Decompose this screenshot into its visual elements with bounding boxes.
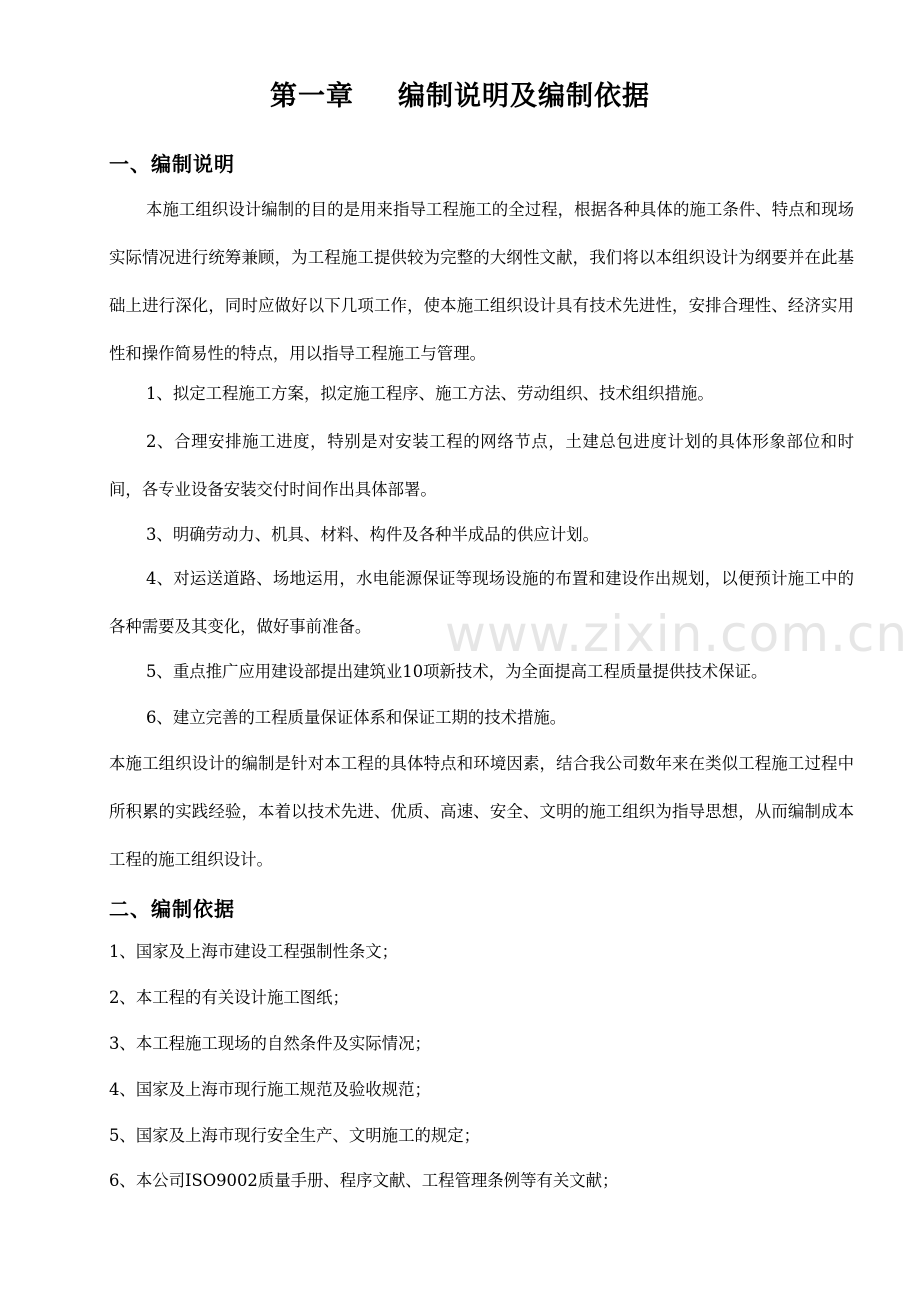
chapter-title-text: 编制说明及编制依据	[398, 81, 650, 112]
section1-item-1: 1、拟定工程施工方案，拟定施工程序、施工方法、劳动组织、技术组织措施。	[146, 384, 714, 403]
section-heading-2: 二、编制依据	[109, 897, 235, 921]
section1-intro: 本施工组织设计编制的目的是用来指导工程施工的全过程，根据各种具体的施工条件、特点和现场实际情况进行统筹兼顾，为工程施工提供较为完整的大纲性文献，我们将以本组织设计为纲要并在此基础上进行深化，同时应做好以下几项工作，使本施工组织设计具有技术先进性，安排合理性、经济实用性和操作简易性的特点，用以指导工程施工与管理。	[109, 200, 854, 363]
section1-item-5: 5、重点推广应用建设部提出建筑业10项新技术，为全面提高工程质量提供技术保证。	[146, 662, 768, 681]
section2-item-6: 6、本公司ISO9002质量手册、程序文献、工程管理条例等有关文献；	[109, 1171, 619, 1190]
chapter-title	[0, 74, 920, 113]
section1-item-2: 2、合理安排施工进度，特别是对安装工程的网络节点，土建总包进度计划的具体形象部位和时间，各专业设备安装交付时间作出具体部署。	[109, 432, 854, 499]
section2-item-3: 3、本工程施工现场的自然条件及实际情况；	[109, 1034, 431, 1053]
chapter-number: 第一章	[270, 81, 354, 112]
section1-item-6: 6、建立完善的工程质量保证体系和保证工期的技术措施。	[146, 708, 567, 727]
section2-item-1: 1、国家及上海市建设工程强制性条文；	[109, 942, 399, 961]
section1-item-4: 4、对运送道路、场地运用，水电能源保证等现场设施的布置和建设作出规划，以便预计施工中的各种需要及其变化，做好事前准备。	[109, 569, 854, 636]
section2-item-5: 5、国家及上海市现行安全生产、文明施工的规定；	[109, 1126, 481, 1145]
section2-item-4: 4、国家及上海市现行施工规范及验收规范；	[109, 1080, 431, 1099]
section-heading-1: 一、编制说明	[109, 152, 235, 176]
watermark: www.zixin.com.cn	[445, 605, 909, 663]
section1-item-3: 3、明确劳动力、机具、材料、构件及各种半成品的供应计划。	[146, 525, 599, 544]
section1-closing: 本施工组织设计的编制是针对本工程的具体特点和环境因素，结合我公司数年来在类似工程施工过程中所积累的实践经验，本着以技术先进、优质、高速、安全、文明的施工组织为指导思想，从而编制成本工程的施工组织设计。	[109, 754, 854, 869]
section2-item-2: 2、本工程的有关设计施工图纸；	[109, 988, 349, 1007]
